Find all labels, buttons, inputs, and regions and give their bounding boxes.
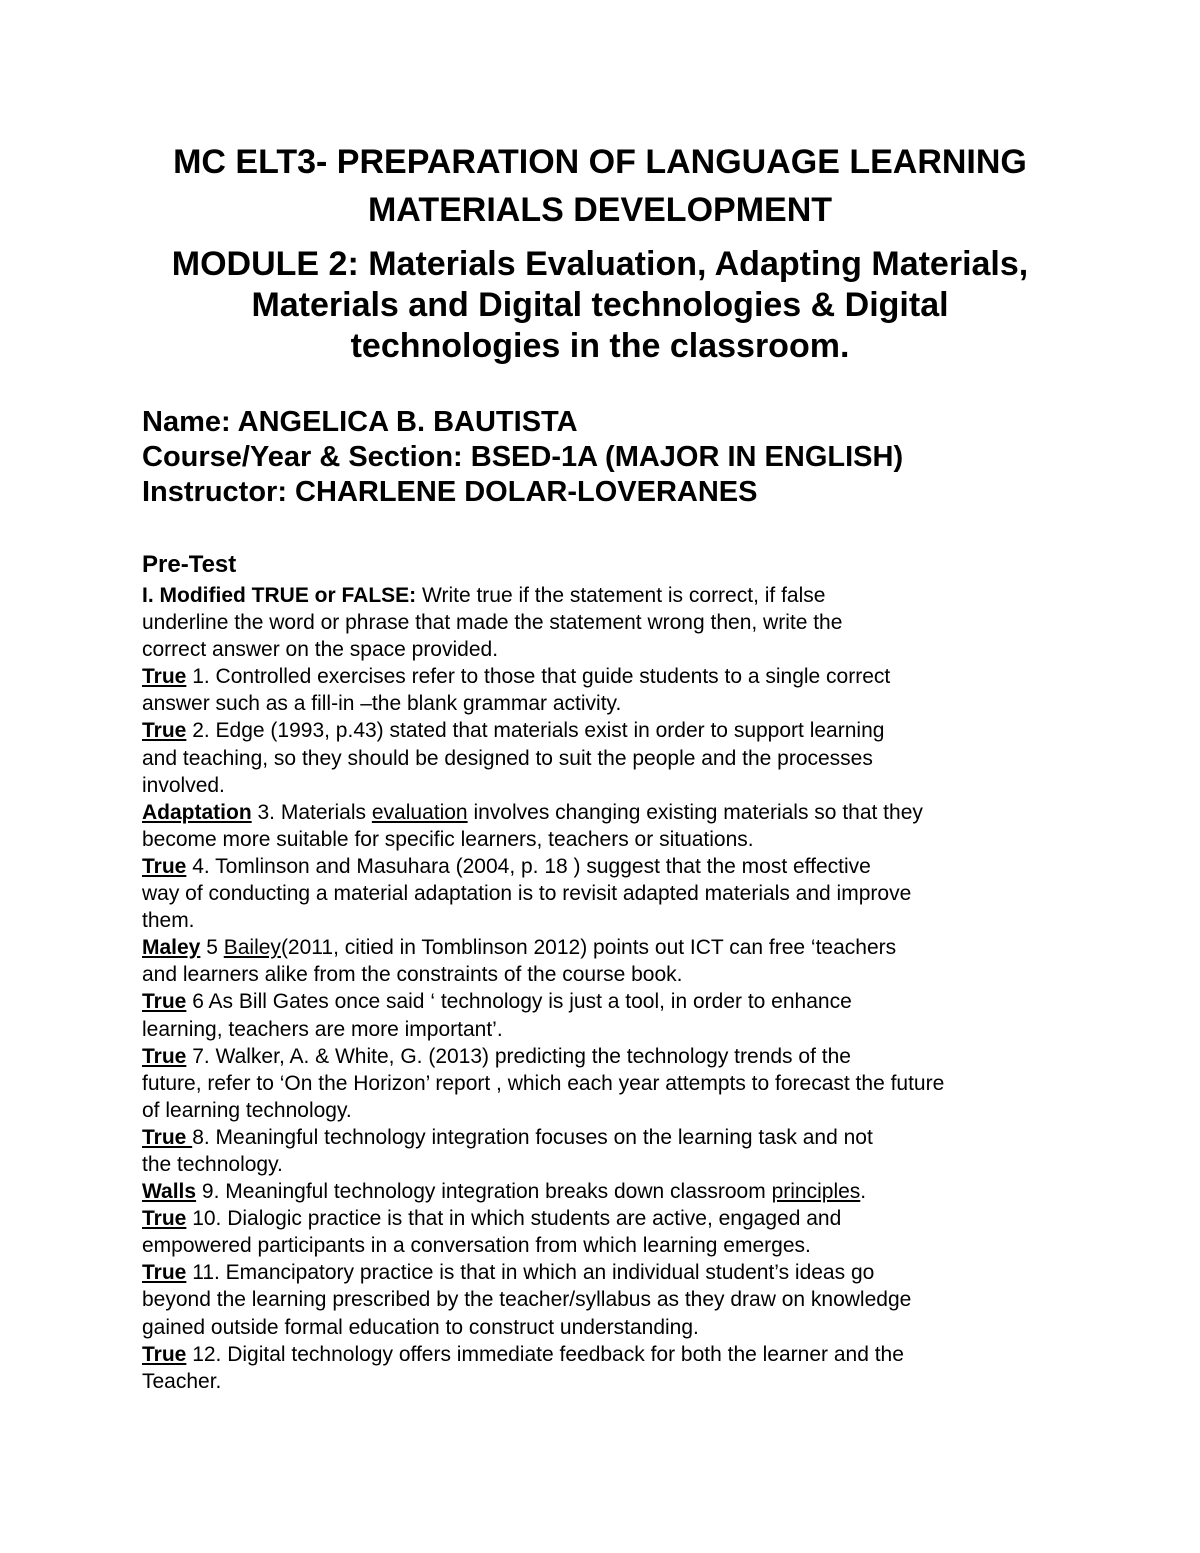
item-1-text: 1. Controlled exercises refer to those that guide students to a single correct xyxy=(186,665,891,689)
item-9-line-1 xyxy=(142,1178,1062,1205)
item-6-line-1 xyxy=(142,988,1062,1015)
item-7-text: 7. Walker, A. & White, G. (2013) predicting the technology trends of the xyxy=(186,1044,851,1068)
item-1-line-1 xyxy=(142,663,1062,690)
item-4-line-2: way of conducting a material adaptation is to revisit adapted materials and improve xyxy=(142,882,912,906)
item-1-answer: True xyxy=(142,665,187,689)
pretest-heading: Pre-Test xyxy=(142,551,237,578)
item-5-answer: Maley xyxy=(142,936,201,960)
item-5-underlined-word: Bailey xyxy=(223,936,281,960)
item-11-text: 11. Emancipatory practice is that in which an individual student’s ideas go xyxy=(186,1261,875,1285)
instruction-line-2: underline the word or phrase that made the statement wrong then, write the xyxy=(142,611,843,635)
item-9-text-b: . xyxy=(860,1180,867,1204)
student-name: Name: ANGELICA B. BAUTISTA xyxy=(142,406,578,438)
item-10-line-2: empowered participants in a conversation from which learning emerges. xyxy=(142,1234,811,1258)
item-3-text-a: 3. Materials xyxy=(251,800,372,824)
module-line-2: Materials and Digital technologies & Digital xyxy=(251,286,949,324)
title-line-2: MATERIALS DEVELOPMENT xyxy=(367,191,833,229)
instruction-label: I. Modified TRUE or FALSE: xyxy=(142,584,417,607)
item-7-line-3: of learning technology. xyxy=(142,1098,352,1122)
instruction-text: Write true if the statement is correct, if false xyxy=(416,584,826,607)
item-10-text: 10. Dialogic practice is that in which students are active, engaged and xyxy=(186,1207,842,1231)
item-10-line-1 xyxy=(142,1205,1062,1232)
item-8-answer: True xyxy=(142,1125,193,1149)
item-3-line-1 xyxy=(142,799,1062,826)
item-2-line-2: and teaching, so they should be designed to suit the people and the processes xyxy=(142,746,873,770)
item-3-underlined-word: evaluation xyxy=(371,800,468,824)
item-6-line-2: learning, teachers are more important’. xyxy=(142,1017,503,1041)
pretest-body xyxy=(142,582,1062,1395)
item-2-text: 2. Edge (1993, p.43) stated that materials exist in order to support learning xyxy=(186,719,885,743)
item-7-answer: True xyxy=(142,1044,187,1068)
module-line-3: technologies in the classroom. xyxy=(350,327,850,365)
item-7-line-2: future, refer to ‘On the Horizon’ report , which each year attempts to forecast the future xyxy=(142,1071,945,1095)
item-11-line-3: gained outside formal education to construct understanding. xyxy=(142,1315,699,1339)
item-10-answer: True xyxy=(142,1207,187,1231)
item-12-line-2: Teacher. xyxy=(142,1369,222,1393)
item-6-text: 6 As Bill Gates once said ‘ technology is just a tool, in order to enhance xyxy=(186,990,852,1014)
item-4-text: 4. Tomlinson and Masuhara (2004, p. 18 ) suggest that the most effective xyxy=(186,854,871,878)
course-section: Course/Year & Section: BSED-1A (MAJOR IN ENGLISH) xyxy=(142,441,904,473)
module-line-1: MODULE 2: Materials Evaluation, Adapting Materials, xyxy=(171,245,1029,283)
item-8-line-1 xyxy=(142,1124,1062,1151)
item-4-line-3: them. xyxy=(142,909,195,933)
item-5-line-2: and learners alike from the constraints of the course book. xyxy=(142,963,683,987)
student-info xyxy=(142,405,903,510)
item-9-underlined-word: principles xyxy=(771,1180,861,1204)
item-4-line-1 xyxy=(142,853,1062,880)
item-4-answer: True xyxy=(142,854,187,878)
item-6-answer: True xyxy=(142,990,187,1014)
item-12-answer: True xyxy=(142,1342,187,1366)
item-8-text: 8. Meaningful technology integration focuses on the learning task and not xyxy=(192,1125,873,1149)
item-5-line-1 xyxy=(142,934,1062,961)
item-11-line-1 xyxy=(142,1259,1062,1286)
item-11-line-2: beyond the learning prescribed by the teacher/syllabus as they draw on knowledge xyxy=(142,1288,912,1312)
item-12-line-1 xyxy=(142,1341,1062,1368)
item-3-text-b: involves changing existing materials so that they xyxy=(467,800,923,824)
instruction-line-1 xyxy=(142,582,1062,609)
item-2-line-1 xyxy=(142,717,1062,744)
module-heading xyxy=(110,244,1090,367)
item-5-text-a: 5 xyxy=(200,936,224,960)
item-2-line-3: involved. xyxy=(142,773,225,797)
document-title xyxy=(100,138,1100,234)
item-3-answer: Adaptation xyxy=(142,800,252,824)
item-9-answer: Walls xyxy=(142,1180,197,1204)
item-11-answer: True xyxy=(142,1261,187,1285)
item-12-text: 12. Digital technology offers immediate feedback for both the learner and the xyxy=(186,1342,904,1366)
item-7-line-1 xyxy=(142,1043,1062,1070)
item-8-line-2: the technology. xyxy=(142,1152,283,1176)
item-9-text-a: 9. Meaningful technology integration breaks down classroom xyxy=(196,1180,772,1204)
instructor-name: Instructor: CHARLENE DOLAR-LOVERANES xyxy=(142,476,758,508)
title-line-1: MC ELT3- PREPARATION OF LANGUAGE LEARNING xyxy=(173,143,1027,181)
item-2-answer: True xyxy=(142,719,187,743)
item-1-line-2: answer such as a fill-in –the blank grammar activity. xyxy=(142,692,622,716)
item-5-text-b: (2011, citied in Tomblinson 2012) points out ICT can free ‘teachers xyxy=(280,936,897,960)
instruction-line-3: correct answer on the space provided. xyxy=(142,638,499,662)
item-3-line-2: become more suitable for specific learners, teachers or situations. xyxy=(142,827,754,851)
